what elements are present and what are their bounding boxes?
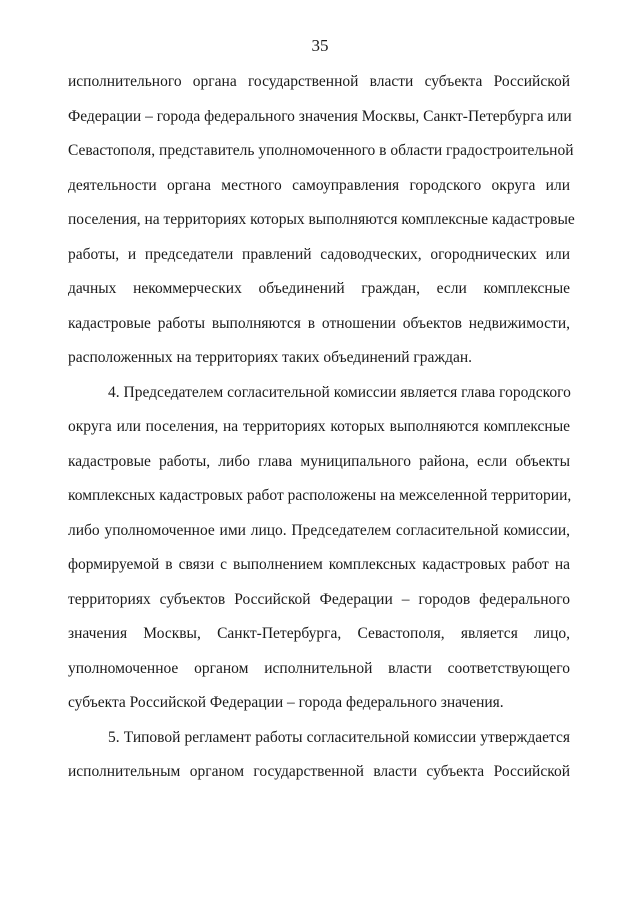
document-body xyxy=(68,72,575,797)
text-line: расположенных на территориях таких объединений граждан. xyxy=(68,349,473,366)
paragraph-5 xyxy=(68,728,570,797)
text-line: поселения, на территориях которых выполняются комплексные кадастровые xyxy=(68,211,575,228)
text-line: дачных некоммерческих объединений граждан, если комплексные xyxy=(68,280,570,297)
text-line: работы, и председатели правлений садоводческих, огороднических или xyxy=(68,245,570,263)
text-line: Федерации – города федерального значения Москвы, Санкт-Петербурга или xyxy=(68,107,572,125)
text-line: 5. Типовой регламент работы согласительной комиссии утверждается xyxy=(108,728,570,746)
text-line: исполнительным органом государственной власти субъекта Российской xyxy=(68,763,570,780)
text-line: кадастровые работы выполняются в отношении объектов недвижимости, xyxy=(68,314,570,332)
text-line: комплексных кадастровых работ расположены на межселенной территории, xyxy=(68,487,572,504)
text-line: деятельности органа местного самоуправления городского округа или xyxy=(68,176,570,194)
text-line: формируемой в связи с выполнением комплексных кадастровых работ на xyxy=(68,556,570,573)
page-number: 35 xyxy=(311,36,329,55)
text-line: субъекта Российской Федерации – города федерального значения. xyxy=(68,694,504,711)
paragraph-4 xyxy=(68,383,570,728)
text-line: территориях субъектов Российской Федерации – городов федерального xyxy=(68,590,570,608)
text-line: исполнительного органа государственной власти субъекта Российской xyxy=(68,73,570,90)
text-line: кадастровые работы, либо глава муниципального района, если объекты xyxy=(68,452,570,470)
text-line: либо уполномоченное ими лицо. Председателем согласительной комиссии, xyxy=(68,521,570,539)
text-line: округа или поселения, на территориях которых выполняются комплексные xyxy=(68,418,570,435)
paragraph-continuation xyxy=(68,72,575,383)
text-line: значения Москвы, Санкт-Петербурга, Севастополя, является лицо, xyxy=(68,625,570,642)
text-line: Севастополя, представитель уполномоченного в области градостроительной xyxy=(68,142,574,159)
text-line: 4. Председателем согласительной комиссии является глава городского xyxy=(108,383,571,401)
text-line: уполномоченное органом исполнительной власти соответствующего xyxy=(68,659,570,677)
